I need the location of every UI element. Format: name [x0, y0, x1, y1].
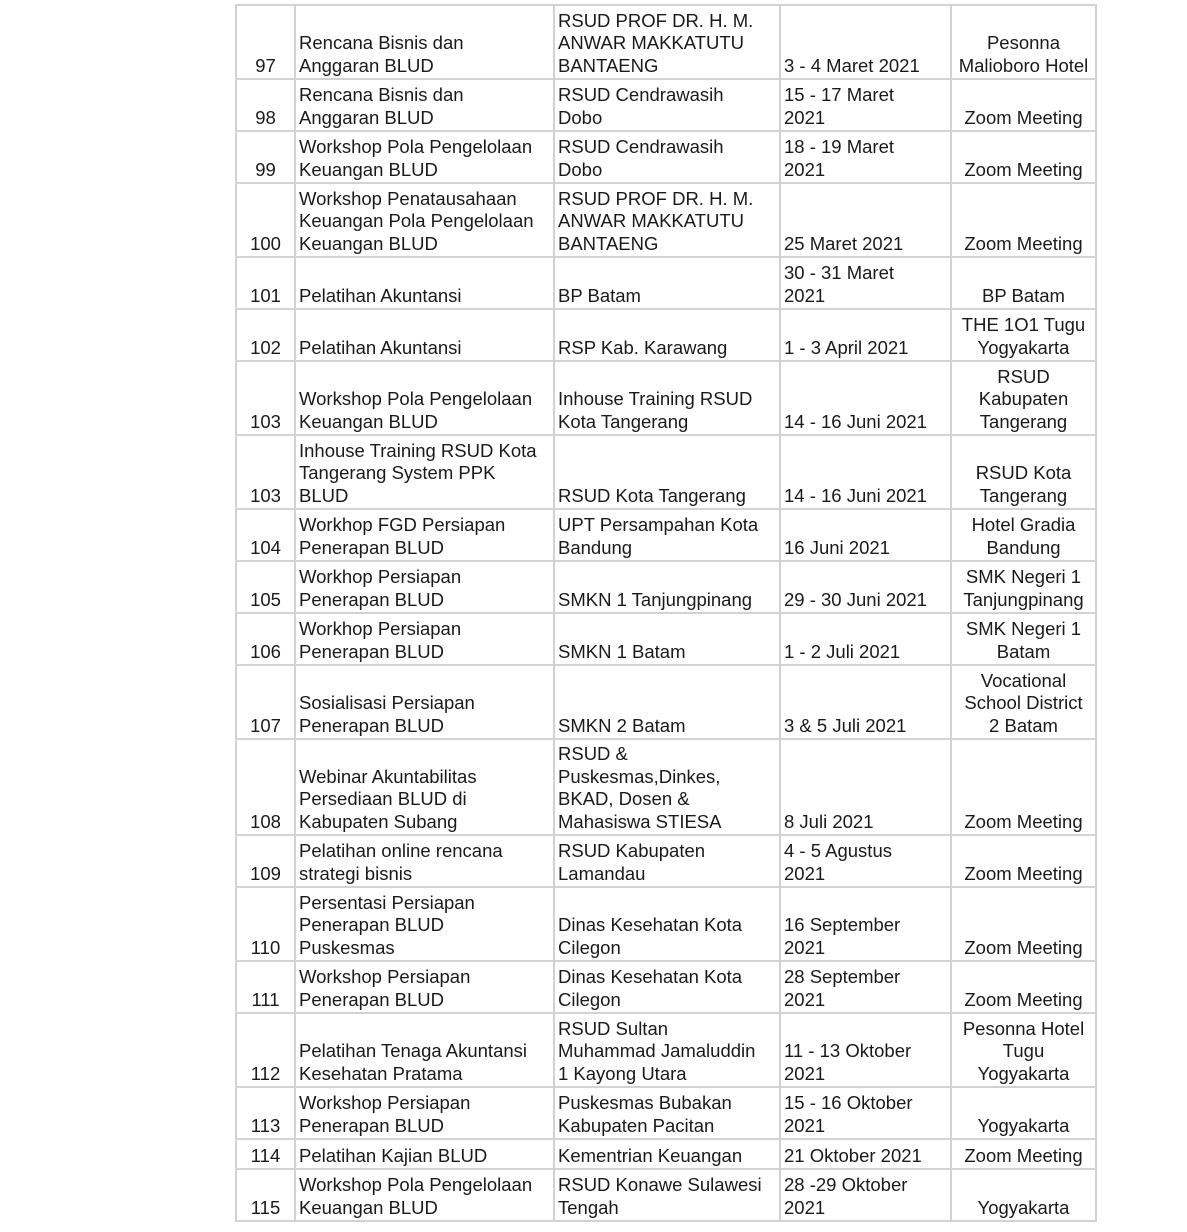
organization: RSUD Cendrawasih Dobo	[554, 131, 780, 183]
event-location: SMK Negeri 1 Tanjungpinang	[951, 561, 1096, 613]
row-number: 102	[236, 309, 295, 361]
event-date: 16 Juni 2021	[780, 509, 951, 561]
event-location: Pesonna Hotel Tugu Yogyakarta	[951, 1013, 1096, 1087]
event-date: 11 - 13 Oktober 2021	[780, 1013, 951, 1087]
table-row	[236, 1169, 1096, 1221]
event-date: 15 - 17 Maret 2021	[780, 79, 951, 131]
event-location: THE 1O1 Tugu Yogyakarta	[951, 309, 1096, 361]
organization: RSUD Sultan Muhammad Jamaluddin 1 Kayong Utara	[554, 1013, 780, 1087]
activity-name: Persentasi Persiapan Penerapan BLUD Puskesmas	[295, 887, 554, 961]
event-date: 21 Oktober 2021	[780, 1139, 951, 1169]
table-row	[236, 183, 1096, 257]
table-row	[236, 509, 1096, 561]
organization: RSUD Kabupaten Lamandau	[554, 835, 780, 887]
activity-name: Pelatihan Kajian BLUD	[295, 1139, 554, 1169]
table-row	[236, 961, 1096, 1013]
organization: RSUD Konawe Sulawesi Tengah	[554, 1169, 780, 1221]
event-date: 3 & 5 Juli 2021	[780, 665, 951, 739]
event-location: SMK Negeri 1 Batam	[951, 613, 1096, 665]
organization: Inhouse Training RSUD Kota Tangerang	[554, 361, 780, 435]
activity-name: Workshop Pola Pengelolaan Keuangan BLUD	[295, 361, 554, 435]
activity-name: Workhop FGD Persiapan Penerapan BLUD	[295, 509, 554, 561]
table-row	[236, 835, 1096, 887]
organization: SMKN 1 Batam	[554, 613, 780, 665]
row-number: 98	[236, 79, 295, 131]
organization: RSUD Cendrawasih Dobo	[554, 79, 780, 131]
organization: SMKN 1 Tanjungpinang	[554, 561, 780, 613]
table-row	[236, 257, 1096, 309]
activity-name: Pelatihan Akuntansi	[295, 257, 554, 309]
organization: Dinas Kesehatan Kota Cilegon	[554, 961, 780, 1013]
row-number: 107	[236, 665, 295, 739]
activity-name: Pelatihan Tenaga Akuntansi Kesehatan Pratama	[295, 1013, 554, 1087]
organization: UPT Persampahan Kota Bandung	[554, 509, 780, 561]
organization: Dinas Kesehatan Kota Cilegon	[554, 887, 780, 961]
event-location: BP Batam	[951, 257, 1096, 309]
event-location: Pesonna Malioboro Hotel	[951, 5, 1096, 79]
organization: RSUD PROF DR. H. M. ANWAR MAKKATUTU BANTAENG	[554, 183, 780, 257]
organization: RSUD Kota Tangerang	[554, 435, 780, 509]
event-location: Zoom Meeting	[951, 131, 1096, 183]
row-number: 103	[236, 435, 295, 509]
event-location: Yogyakarta	[951, 1169, 1096, 1221]
event-date: 30 - 31 Maret 2021	[780, 257, 951, 309]
event-date: 14 - 16 Juni 2021	[780, 361, 951, 435]
event-location: Zoom Meeting	[951, 887, 1096, 961]
event-location: RSUD Kota Tangerang	[951, 435, 1096, 509]
activity-name: Pelatihan online rencana strategi bisnis	[295, 835, 554, 887]
event-location: Zoom Meeting	[951, 79, 1096, 131]
table-row	[236, 887, 1096, 961]
event-date: 29 - 30 Juni 2021	[780, 561, 951, 613]
activity-name: Sosialisasi Persiapan Penerapan BLUD	[295, 665, 554, 739]
event-location: Yogyakarta	[951, 1087, 1096, 1139]
table-row	[236, 5, 1096, 79]
activity-name: Workshop Pola Pengelolaan Keuangan BLUD	[295, 1169, 554, 1221]
activity-name: Rencana Bisnis dan Anggaran BLUD	[295, 5, 554, 79]
activity-name: Workshop Persiapan Penerapan BLUD	[295, 961, 554, 1013]
row-number: 101	[236, 257, 295, 309]
table-row	[236, 1087, 1096, 1139]
event-date: 1 - 2 Juli 2021	[780, 613, 951, 665]
table-row	[236, 739, 1096, 835]
organization: Kementrian Keuangan	[554, 1139, 780, 1169]
row-number: 110	[236, 887, 295, 961]
row-number: 99	[236, 131, 295, 183]
activity-name: Inhouse Training RSUD Kota Tangerang System PPK BLUD	[295, 435, 554, 509]
row-number: 97	[236, 5, 295, 79]
row-number: 100	[236, 183, 295, 257]
event-date: 1 - 3 April 2021	[780, 309, 951, 361]
organization: Puskesmas Bubakan Kabupaten Pacitan	[554, 1087, 780, 1139]
row-number: 115	[236, 1169, 295, 1221]
event-location: Zoom Meeting	[951, 1139, 1096, 1169]
row-number: 108	[236, 739, 295, 835]
event-date: 28 September 2021	[780, 961, 951, 1013]
organization: RSUD PROF DR. H. M. ANWAR MAKKATUTU BANTAENG	[554, 5, 780, 79]
row-number: 112	[236, 1013, 295, 1087]
organization: SMKN 2 Batam	[554, 665, 780, 739]
activity-name: Pelatihan Akuntansi	[295, 309, 554, 361]
activity-name: Workhop Persiapan Penerapan BLUD	[295, 561, 554, 613]
row-number: 114	[236, 1139, 295, 1169]
event-date: 18 - 19 Maret 2021	[780, 131, 951, 183]
event-date: 3 - 4 Maret 2021	[780, 5, 951, 79]
event-date: 28 -29 Oktober 2021	[780, 1169, 951, 1221]
row-number: 104	[236, 509, 295, 561]
activity-name: Workhop Persiapan Penerapan BLUD	[295, 613, 554, 665]
event-location: Zoom Meeting	[951, 835, 1096, 887]
row-number: 111	[236, 961, 295, 1013]
activity-name: Rencana Bisnis dan Anggaran BLUD	[295, 79, 554, 131]
event-location: Zoom Meeting	[951, 961, 1096, 1013]
row-number: 103	[236, 361, 295, 435]
table-row	[236, 435, 1096, 509]
activity-name: Workshop Penatausahaan Keuangan Pola Pengelolaan Keuangan BLUD	[295, 183, 554, 257]
table-row	[236, 361, 1096, 435]
event-date: 8 Juli 2021	[780, 739, 951, 835]
event-location: Zoom Meeting	[951, 739, 1096, 835]
training-table-body	[236, 5, 1096, 1221]
event-location: RSUD Kabupaten Tangerang	[951, 361, 1096, 435]
table-row	[236, 561, 1096, 613]
event-date: 15 - 16 Oktober 2021	[780, 1087, 951, 1139]
event-date: 25 Maret 2021	[780, 183, 951, 257]
event-date: 16 September 2021	[780, 887, 951, 961]
table-row	[236, 1013, 1096, 1087]
table-row	[236, 665, 1096, 739]
organization: RSP Kab. Karawang	[554, 309, 780, 361]
row-number: 105	[236, 561, 295, 613]
organization: BP Batam	[554, 257, 780, 309]
activity-name: Webinar Akuntabilitas Persediaan BLUD di Kabupaten Subang	[295, 739, 554, 835]
table-row	[236, 131, 1096, 183]
activity-name: Workshop Persiapan Penerapan BLUD	[295, 1087, 554, 1139]
training-table	[235, 4, 1097, 1222]
row-number: 106	[236, 613, 295, 665]
table-row	[236, 309, 1096, 361]
event-location: Zoom Meeting	[951, 183, 1096, 257]
organization: RSUD & Puskesmas,Dinkes, BKAD, Dosen & Mahasiswa STIESA	[554, 739, 780, 835]
row-number: 109	[236, 835, 295, 887]
event-location: Vocational School District 2 Batam	[951, 665, 1096, 739]
event-location: Hotel Gradia Bandung	[951, 509, 1096, 561]
activity-name: Workshop Pola Pengelolaan Keuangan BLUD	[295, 131, 554, 183]
table-row	[236, 79, 1096, 131]
row-number: 113	[236, 1087, 295, 1139]
event-date: 4 - 5 Agustus 2021	[780, 835, 951, 887]
table-row	[236, 1139, 1096, 1169]
event-date: 14 - 16 Juni 2021	[780, 435, 951, 509]
table-row	[236, 613, 1096, 665]
